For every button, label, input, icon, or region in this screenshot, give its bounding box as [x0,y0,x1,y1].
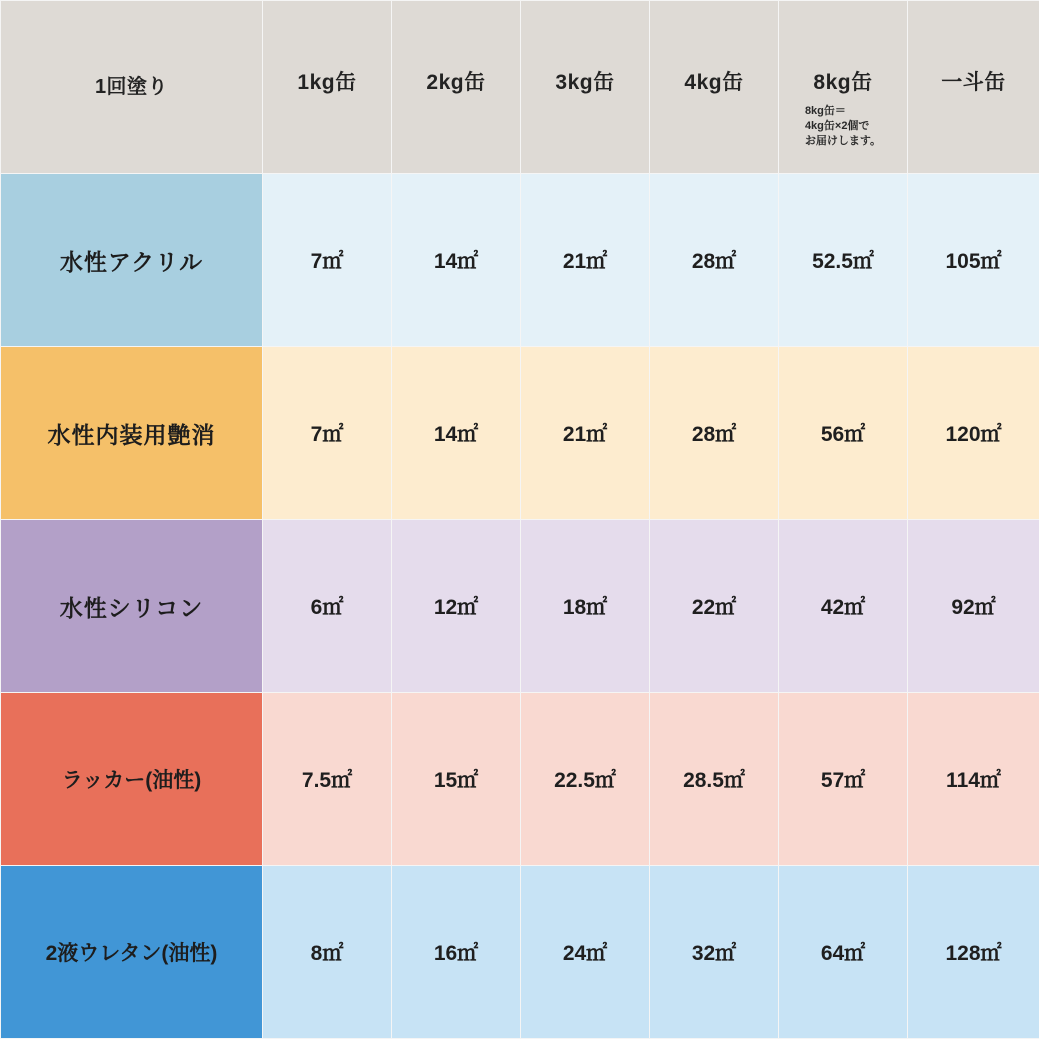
row-label-matte: 水性内装用艶消 [1,347,263,520]
table-row [1,520,1039,693]
header-col-8kg [779,1,908,174]
header-col-itto-title: 一斗缶 [941,71,1006,94]
header-col-2kg [392,1,521,174]
row-label-urethane: 2液ウレタン(油性) [1,866,263,1039]
header-col-3kg [521,1,650,174]
cell-lacquer-1kg: 7.5㎡ [263,693,392,866]
header-col-itto [908,1,1039,174]
cell-acrylic-4kg: 28㎡ [650,174,779,347]
cell-acrylic-3kg: 21㎡ [521,174,650,347]
header-col-3kg-title: 3kg缶 [555,71,615,94]
row-label-acrylic: 水性アクリル [1,174,263,347]
table-header-row [1,1,1039,174]
cell-urethane-2kg: 16㎡ [392,866,521,1039]
header-col-1kg-title: 1kg缶 [297,71,357,94]
cell-urethane-3kg: 24㎡ [521,866,650,1039]
header-corner-label [1,1,263,174]
cell-lacquer-2kg: 15㎡ [392,693,521,866]
header-col-8kg-title: 8kg缶 [813,71,873,94]
cell-lacquer-3kg: 22.5㎡ [521,693,650,866]
cell-urethane-1kg: 8㎡ [263,866,392,1039]
cell-matte-8kg: 56㎡ [779,347,908,520]
header-col-4kg-title: 4kg缶 [684,71,744,94]
cell-matte-3kg: 21㎡ [521,347,650,520]
cell-acrylic-1kg: 7㎡ [263,174,392,347]
cell-acrylic-itto: 105㎡ [908,174,1039,347]
cell-matte-2kg: 14㎡ [392,347,521,520]
cell-lacquer-4kg: 28.5㎡ [650,693,779,866]
header-corner-text: 1回塗り [94,76,169,98]
cell-urethane-8kg: 64㎡ [779,866,908,1039]
header-col-1kg [263,1,392,174]
row-label-lacquer: ラッカー(油性) [1,693,263,866]
cell-urethane-itto: 128㎡ [908,866,1039,1039]
cell-matte-itto: 120㎡ [908,347,1039,520]
header-col-2kg-title: 2kg缶 [426,71,486,94]
table-row [1,347,1039,520]
header-col-4kg [650,1,779,174]
cell-silicone-itto: 92㎡ [908,520,1039,693]
table-row [1,866,1039,1039]
cell-lacquer-itto: 114㎡ [908,693,1039,866]
cell-lacquer-8kg: 57㎡ [779,693,908,866]
cell-silicone-4kg: 22㎡ [650,520,779,693]
cell-urethane-4kg: 32㎡ [650,866,779,1039]
cell-silicone-3kg: 18㎡ [521,520,650,693]
cell-matte-4kg: 28㎡ [650,347,779,520]
row-label-silicone: 水性シリコン [1,520,263,693]
table-row [1,693,1039,866]
cell-acrylic-2kg: 14㎡ [392,174,521,347]
cell-silicone-2kg: 12㎡ [392,520,521,693]
cell-acrylic-8kg: 52.5㎡ [779,174,908,347]
cell-silicone-8kg: 42㎡ [779,520,908,693]
table-row [1,174,1039,347]
header-col-8kg-note: 8kg缶＝ 4kg缶×2個で お届けします。 [804,105,882,147]
cell-silicone-1kg: 6㎡ [263,520,392,693]
cell-matte-1kg: 7㎡ [263,347,392,520]
